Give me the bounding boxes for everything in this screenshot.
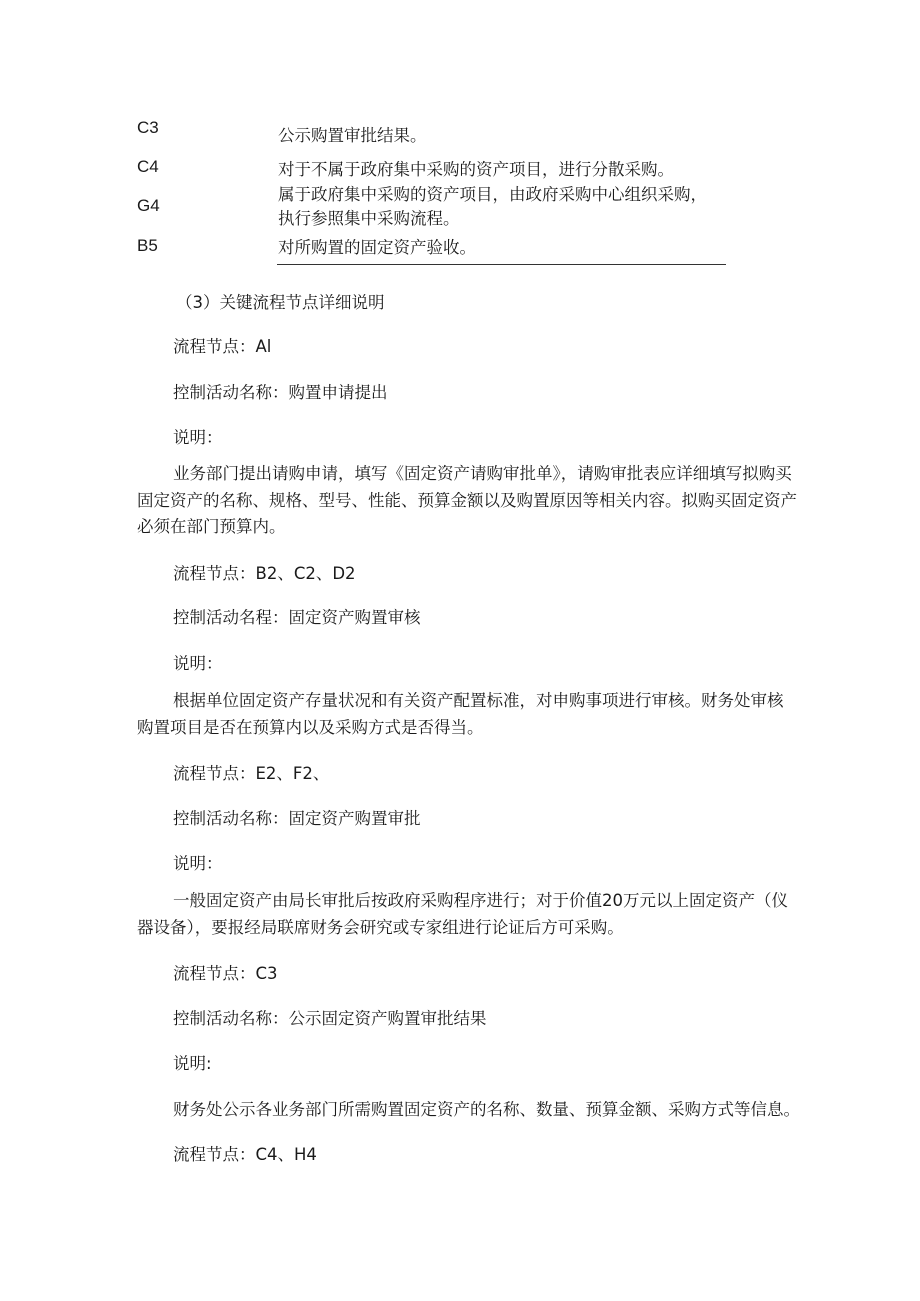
flow-node: 流程节点：C3	[173, 964, 278, 983]
note-label: 说明：	[173, 654, 223, 673]
row-desc-c3: 公示购置审批结果。	[278, 126, 427, 145]
row-desc-b5: 对所购置的固定资产验收。	[278, 238, 476, 257]
note-label: 说明：	[173, 428, 223, 447]
row-code-c3: C3	[137, 118, 159, 137]
activity-name: 控制活动名称：固定资产购置审批	[173, 809, 421, 828]
activity-name: 控制活动名称：公示固定资产购置审批结果	[173, 1009, 487, 1028]
flow-node: 流程节点：C4、H4	[173, 1145, 317, 1164]
note-body: 财务处公示各业务部门所需购置固定资产的名称、数量、预算金额、采购方式等信息。	[173, 1100, 800, 1119]
note-label: 说明：	[173, 854, 223, 873]
flow-node: 流程节点：B2、C2、D2	[173, 564, 356, 583]
row-desc-c4: 对于不属于政府集中采购的资产项目，进行分散采购。	[278, 160, 674, 179]
note-body: 根据单位固定资产存量状况和有关资产配置标准，对申购事项进行审核。财务处审核购置项目是否在预算内以及采购方式是否得当。	[137, 691, 784, 737]
row-desc-g4-line2: 执行参照集中采购流程。	[278, 209, 460, 228]
activity-name: 控制活动名程：固定资产购置审核	[173, 608, 421, 627]
row-code-c4: C4	[137, 157, 159, 176]
table-bottom-rule	[277, 264, 726, 265]
flow-node: 流程节点：Al	[173, 337, 272, 356]
activity-name: 控制活动名称：购置申请提出	[173, 383, 388, 402]
note-body: 一般固定资产由局长审批后按政府采购程序进行；对于价值20万元以上固定资产（仪器设备），要报经局联席财务会研究或专家组进行论证后方可采购。	[137, 891, 788, 937]
row-desc-g4-line1: 属于政府集中采购的资产项目，由政府采购中心组织采购，	[278, 185, 707, 204]
flow-node: 流程节点：E2、F2、	[173, 764, 330, 783]
row-code-b5: B5	[137, 236, 158, 255]
row-code-g4: G4	[137, 196, 160, 215]
section-heading: （3）关键流程节点详细说明	[176, 293, 385, 312]
note-label: 说明:	[173, 1054, 212, 1073]
note-body: 业务部门提出请购申请，填写《固定资产请购审批单》，请购审批表应详细填写拟购买固定资产的名称、规格、型号、性能、预算金额以及购置原因等相关内容。拟购买固定资产必须在部门预算内。	[137, 464, 797, 536]
